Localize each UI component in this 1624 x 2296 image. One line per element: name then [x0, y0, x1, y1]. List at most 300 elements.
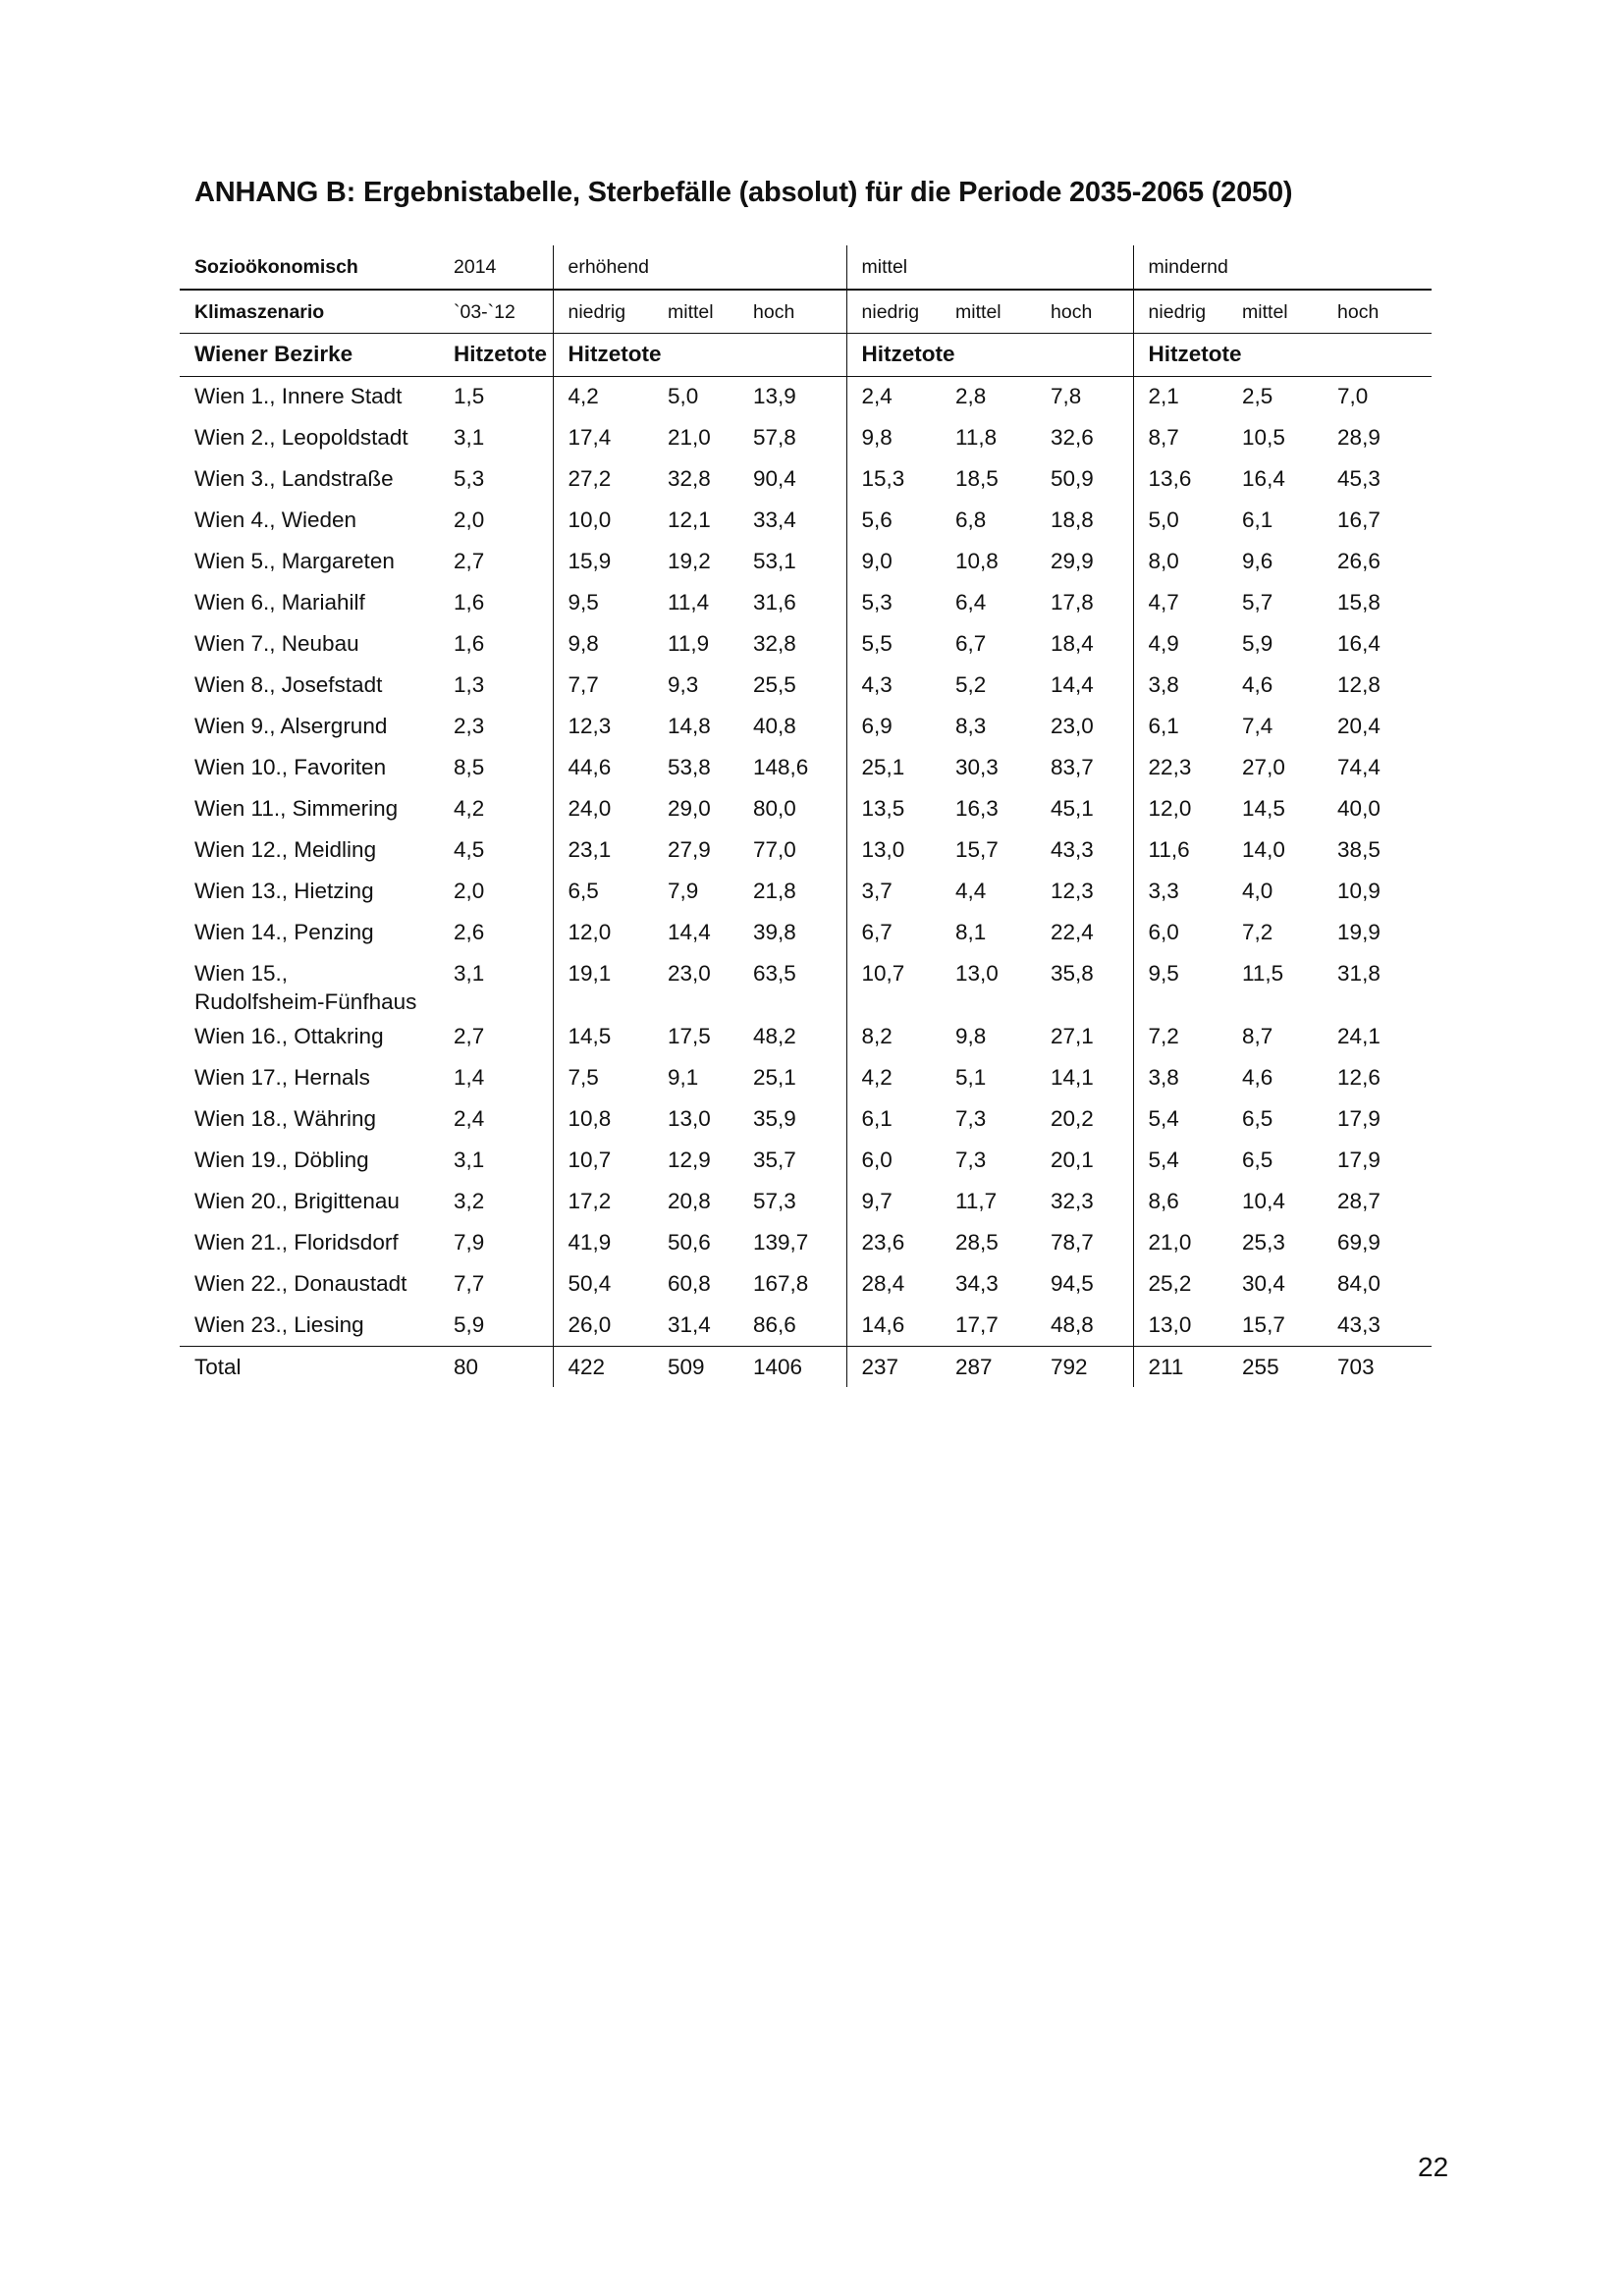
scenario-value: 13,6 [1133, 458, 1227, 500]
scenario-value: 6,4 [955, 590, 987, 614]
scenario-value: 26,6 [1337, 549, 1380, 573]
scenario-value: 25,2 [1133, 1263, 1227, 1305]
metric-base: Hitzetote [439, 333, 553, 376]
scenario-value: 7,3 [955, 1106, 987, 1131]
scenario-value: 792 [1036, 1346, 1133, 1387]
scenario-value: 33,4 [753, 507, 796, 532]
scenario-value: 32,3 [1051, 1189, 1094, 1213]
scenario-value: 139,7 [753, 1230, 809, 1255]
metric-label: Wiener Bezirke [180, 333, 439, 376]
scenario-value: 17,2 [553, 1181, 653, 1222]
scenario-value: 27,9 [668, 837, 711, 862]
district-name: Wien 16., Ottakring [194, 1024, 384, 1048]
scenario-value: 14,8 [668, 714, 711, 738]
scenario-value: 29,0 [668, 796, 711, 821]
scenario-value: 23,0 [668, 961, 711, 986]
baseline-value: 2,0 [454, 879, 485, 903]
scenario-value: 14,0 [1242, 837, 1285, 862]
scenario-value: 35,7 [753, 1148, 796, 1172]
scenario-value: 17,9 [1337, 1148, 1380, 1172]
scenario-value: 3,3 [1133, 871, 1227, 912]
table-row [180, 747, 1432, 788]
scenario-value: 22,4 [1051, 920, 1094, 944]
page-number: 22 [1418, 2152, 1449, 2182]
scenario-value: 7,4 [1242, 714, 1273, 738]
scenario-value: 16,3 [955, 796, 999, 821]
scenario-value: 5,4 [1133, 1140, 1227, 1181]
scenario-value: 19,1 [553, 953, 653, 1016]
scenario-value: 10,0 [553, 500, 653, 541]
scenario-value: 11,9 [668, 631, 710, 656]
scenario-value: 35,9 [753, 1106, 796, 1131]
scenario-value: 9,8 [846, 417, 941, 458]
baseline-value: 2,0 [454, 507, 485, 532]
scenario-value: 7,8 [1051, 383, 1082, 408]
scenario-value: 9,1 [668, 1065, 699, 1090]
scenario-value: 53,1 [753, 549, 796, 573]
table-row [180, 912, 1432, 953]
table-row [180, 376, 1432, 417]
scenario-value: 9,5 [553, 582, 653, 623]
scenario-value: 80,0 [753, 796, 796, 821]
scenario-value: 5,0 [668, 383, 699, 408]
baseline-value: 5,9 [454, 1312, 485, 1337]
climate-base: `03-`12 [439, 290, 553, 333]
scenario-value: 4,6 [1242, 672, 1273, 697]
scenario-value: 8,6 [1133, 1181, 1227, 1222]
district-name: Wien 1., Innere Stadt [194, 383, 403, 408]
scenario-value: 14,4 [1051, 672, 1094, 697]
scenario-value: 15,8 [1337, 590, 1380, 614]
scenario-value: 20,4 [1337, 714, 1380, 738]
district-name: Wien 19., Döbling [194, 1148, 369, 1172]
scenario-value: 25,1 [753, 1065, 796, 1090]
climate-label: Klimaszenario [180, 290, 439, 333]
baseline-value: 5,3 [454, 466, 485, 491]
district-name: Total [180, 1346, 439, 1387]
table-row [180, 871, 1432, 912]
scenario-value: 13,5 [846, 788, 941, 829]
scenario-value: 167,8 [753, 1271, 809, 1296]
scenario-value: 8,1 [955, 920, 987, 944]
scenario-value: 28,4 [846, 1263, 941, 1305]
scenario-value: 18,4 [1051, 631, 1094, 656]
scenario-value: 17,7 [955, 1312, 999, 1337]
socio-group: mindernd [1133, 245, 1432, 290]
scenario-value: 26,0 [553, 1305, 653, 1346]
scenario-value: 27,1 [1051, 1024, 1094, 1048]
scenario-value: 25,3 [1242, 1230, 1285, 1255]
scenario-value: 86,6 [753, 1312, 796, 1337]
scenario-value: 3,8 [1133, 665, 1227, 706]
scenario-value: 6,5 [1242, 1106, 1273, 1131]
total-row [180, 1346, 1432, 1387]
district-name: Wien 18., Währing [194, 1106, 377, 1131]
results-table [180, 245, 1432, 1387]
scenario-value: 703 [1323, 1346, 1432, 1387]
district-name: Wien 5., Margareten [194, 549, 395, 573]
baseline-value: 2,7 [454, 549, 485, 573]
district-name: Wien 3., Landstraße [194, 466, 394, 491]
scenario-value: 38,5 [1337, 837, 1380, 862]
scenario-value: 3,7 [846, 871, 941, 912]
scenario-value: 17,9 [1337, 1106, 1380, 1131]
scenario-value: 20,2 [1051, 1106, 1094, 1131]
scenario-value: 5,6 [846, 500, 941, 541]
scenario-value: 19,9 [1337, 920, 1380, 944]
scenario-value: 12,8 [1337, 672, 1380, 697]
climate-header-row [180, 290, 1432, 333]
baseline-value: 2,3 [454, 714, 485, 738]
scenario-value: 6,0 [1133, 912, 1227, 953]
district-name: Wien 15., Rudolfsheim-Fünfhaus [194, 961, 417, 1014]
scenario-value: 19,2 [668, 549, 711, 573]
scenario-value: 39,8 [753, 920, 796, 944]
scenario-value: 9,8 [553, 623, 653, 665]
scenario-value: 41,9 [553, 1222, 653, 1263]
scenario-value: 13,0 [955, 961, 999, 986]
scenario-value: 9,3 [668, 672, 699, 697]
scenario-value: 18,8 [1051, 507, 1094, 532]
scenario-value: 77,0 [753, 837, 796, 862]
scenario-value: 45,3 [1337, 466, 1380, 491]
scenario-value: 11,4 [668, 590, 710, 614]
scenario-value: 24,0 [553, 788, 653, 829]
district-name: Wien 7., Neubau [194, 631, 359, 656]
scenario-value: 27,2 [553, 458, 653, 500]
scenario-value: 53,8 [668, 755, 711, 779]
scenario-value: 17,5 [668, 1024, 711, 1048]
scenario-value: 12,3 [1051, 879, 1094, 903]
district-name: Wien 12., Meidling [194, 837, 377, 862]
scenario-value: 24,1 [1337, 1024, 1380, 1048]
table-row [180, 788, 1432, 829]
scenario-value: 14,4 [668, 920, 711, 944]
climate-level: hoch [738, 290, 846, 333]
climate-level: mittel [941, 290, 1036, 333]
scenario-value: 13,0 [1133, 1305, 1227, 1346]
scenario-value: 287 [941, 1346, 1036, 1387]
scenario-value: 9,0 [846, 541, 941, 582]
scenario-value: 7,5 [553, 1057, 653, 1098]
scenario-value: 94,5 [1051, 1271, 1094, 1296]
socio-base: 2014 [454, 256, 497, 278]
scenario-value: 8,7 [1242, 1024, 1273, 1048]
scenario-value: 48,2 [753, 1024, 796, 1048]
baseline-value: 1,4 [454, 1065, 485, 1090]
scenario-value: 11,8 [955, 425, 998, 450]
scenario-value: 14,1 [1051, 1065, 1094, 1090]
scenario-value: 6,8 [955, 507, 987, 532]
table-row [180, 1181, 1432, 1222]
scenario-value: 2,5 [1242, 383, 1273, 408]
table-row [180, 1016, 1432, 1057]
district-name: Wien 14., Penzing [194, 920, 374, 944]
table-row [180, 953, 1432, 1016]
scenario-value: 84,0 [1337, 1271, 1380, 1296]
scenario-value: 17,8 [1051, 590, 1094, 614]
scenario-value: 30,4 [1242, 1271, 1285, 1296]
baseline-value: 2,6 [454, 920, 485, 944]
table-row [180, 417, 1432, 458]
district-name: Wien 2., Leopoldstadt [194, 425, 408, 450]
district-name: Wien 4., Wieden [194, 507, 357, 532]
scenario-value: 10,4 [1242, 1189, 1285, 1213]
scenario-value: 57,8 [753, 425, 796, 450]
scenario-value: 40,0 [1337, 796, 1380, 821]
table-row [180, 582, 1432, 623]
scenario-value: 5,4 [1133, 1098, 1227, 1140]
scenario-value: 7,2 [1133, 1016, 1227, 1057]
scenario-value: 31,6 [753, 590, 796, 614]
scenario-value: 12,9 [668, 1148, 711, 1172]
scenario-value: 7,0 [1337, 383, 1369, 408]
scenario-value: 16,4 [1337, 631, 1380, 656]
scenario-value: 10,9 [1337, 879, 1380, 903]
socio-group: mittel [846, 245, 1133, 290]
scenario-value: 6,7 [846, 912, 941, 953]
scenario-value: 32,8 [668, 466, 711, 491]
scenario-value: 23,6 [846, 1222, 941, 1263]
scenario-value: 23,1 [553, 829, 653, 871]
scenario-value: 237 [846, 1346, 941, 1387]
scenario-value: 9,5 [1133, 953, 1227, 1016]
scenario-value: 4,4 [955, 879, 987, 903]
climate-level: niedrig [1133, 290, 1227, 333]
district-name: Wien 20., Brigittenau [194, 1189, 400, 1213]
scenario-value: 10,8 [955, 549, 999, 573]
scenario-value: 14,6 [846, 1305, 941, 1346]
district-name: Wien 8., Josefstadt [194, 672, 383, 697]
scenario-value: 10,8 [553, 1098, 653, 1140]
metric-group: Hitzetote [1133, 333, 1432, 376]
scenario-value: 12,0 [553, 912, 653, 953]
scenario-value: 5,7 [1242, 590, 1273, 614]
scenario-value: 10,7 [846, 953, 941, 1016]
district-name: Wien 6., Mariahilf [194, 590, 365, 614]
district-name: Wien 17., Hernals [194, 1065, 370, 1090]
scenario-value: 57,3 [753, 1189, 796, 1213]
scenario-value: 9,6 [1242, 549, 1273, 573]
scenario-value: 148,6 [753, 755, 809, 779]
scenario-value: 13,0 [846, 829, 941, 871]
scenario-value: 14,5 [1242, 796, 1285, 821]
climate-level: mittel [653, 290, 738, 333]
climate-level: hoch [1323, 290, 1432, 333]
scenario-value: 9,8 [955, 1024, 987, 1048]
metric-group: Hitzetote [846, 333, 1133, 376]
scenario-value: 32,6 [1051, 425, 1094, 450]
socio-label: Sozioökonomisch [194, 256, 358, 278]
scenario-value: 31,8 [1337, 961, 1380, 986]
scenario-value: 6,1 [1242, 507, 1273, 532]
scenario-value: 15,9 [553, 541, 653, 582]
table-row [180, 1057, 1432, 1098]
scenario-value: 10,5 [1242, 425, 1285, 450]
scenario-value: 29,9 [1051, 549, 1094, 573]
district-name: Wien 13., Hietzing [194, 879, 374, 903]
metric-header-row [180, 333, 1432, 376]
scenario-value: 6,1 [846, 1098, 941, 1140]
table-row [180, 1305, 1432, 1346]
scenario-value: 1406 [738, 1346, 846, 1387]
scenario-value: 60,8 [668, 1271, 711, 1296]
baseline-value: 3,1 [454, 425, 485, 450]
scenario-value: 10,7 [553, 1140, 653, 1181]
scenario-value: 422 [553, 1346, 653, 1387]
scenario-value: 12,1 [668, 507, 711, 532]
scenario-value: 11,6 [1133, 829, 1227, 871]
climate-level: hoch [1036, 290, 1133, 333]
district-name: Wien 23., Liesing [194, 1312, 364, 1337]
scenario-value: 15,3 [846, 458, 941, 500]
scenario-value: 255 [1227, 1346, 1323, 1387]
table-row [180, 1222, 1432, 1263]
scenario-value: 83,7 [1051, 755, 1094, 779]
scenario-value: 34,3 [955, 1271, 999, 1296]
baseline-value: 7,7 [454, 1271, 485, 1296]
scenario-value: 32,8 [753, 631, 796, 656]
scenario-value: 6,5 [553, 871, 653, 912]
table-row [180, 1098, 1432, 1140]
scenario-value: 50,6 [668, 1230, 711, 1255]
scenario-value: 22,3 [1133, 747, 1227, 788]
baseline-value: 1,6 [454, 631, 485, 656]
scenario-value: 4,0 [1242, 879, 1273, 903]
district-name: Wien 11., Simmering [194, 796, 399, 821]
scenario-value: 50,4 [553, 1263, 653, 1305]
scenario-value: 28,9 [1337, 425, 1380, 450]
scenario-value: 21,8 [753, 879, 796, 903]
scenario-value: 74,4 [1337, 755, 1380, 779]
baseline-value: 4,2 [454, 796, 485, 821]
scenario-value: 8,3 [955, 714, 987, 738]
scenario-value: 2,4 [846, 376, 941, 417]
scenario-value: 13,0 [668, 1106, 711, 1131]
scenario-value: 5,3 [846, 582, 941, 623]
baseline-value: 1,3 [454, 672, 485, 697]
scenario-value: 45,1 [1051, 796, 1094, 821]
scenario-value: 4,6 [1242, 1065, 1273, 1090]
scenario-value: 44,6 [553, 747, 653, 788]
scenario-value: 9,7 [846, 1181, 941, 1222]
scenario-value: 7,7 [553, 665, 653, 706]
scenario-value: 17,4 [553, 417, 653, 458]
metric-group: Hitzetote [553, 333, 846, 376]
scenario-value: 5,9 [1242, 631, 1273, 656]
scenario-value: 211 [1133, 1346, 1227, 1387]
scenario-value: 50,9 [1051, 466, 1094, 491]
climate-level: mittel [1227, 290, 1323, 333]
scenario-value: 43,3 [1337, 1312, 1380, 1337]
scenario-value: 8,2 [846, 1016, 941, 1057]
scenario-value: 31,4 [668, 1312, 711, 1337]
scenario-value: 15,7 [955, 837, 999, 862]
table-row [180, 1263, 1432, 1305]
baseline-value: 1,5 [454, 383, 485, 408]
scenario-value: 4,3 [846, 665, 941, 706]
scenario-value: 8,7 [1133, 417, 1227, 458]
scenario-value: 12,0 [1133, 788, 1227, 829]
climate-level: niedrig [553, 290, 653, 333]
scenario-value: 16,7 [1337, 507, 1380, 532]
scenario-value: 40,8 [753, 714, 796, 738]
baseline-value: 3,2 [454, 1189, 485, 1213]
table-row [180, 829, 1432, 871]
table-row [180, 706, 1432, 747]
table-row [180, 458, 1432, 500]
socio-header-row [180, 245, 1432, 290]
scenario-value: 25,1 [846, 747, 941, 788]
scenario-value: 11,7 [955, 1189, 998, 1213]
scenario-value: 25,5 [753, 672, 796, 697]
scenario-value: 6,5 [1242, 1148, 1273, 1172]
baseline-value: 2,7 [454, 1024, 485, 1048]
table-row [180, 623, 1432, 665]
scenario-value: 4,2 [553, 376, 653, 417]
scenario-value: 2,1 [1133, 376, 1227, 417]
scenario-value: 20,1 [1051, 1148, 1094, 1172]
scenario-value: 7,9 [668, 879, 699, 903]
district-name: Wien 10., Favoriten [194, 755, 387, 779]
scenario-value: 14,5 [553, 1016, 653, 1057]
scenario-value: 90,4 [753, 466, 796, 491]
scenario-value: 23,0 [1051, 714, 1094, 738]
scenario-value: 28,5 [955, 1230, 999, 1255]
scenario-value: 12,6 [1337, 1065, 1380, 1090]
baseline-value: 3,1 [454, 1148, 485, 1172]
scenario-value: 69,9 [1337, 1230, 1380, 1255]
scenario-value: 28,7 [1337, 1189, 1380, 1213]
scenario-value: 12,3 [553, 706, 653, 747]
scenario-value: 15,7 [1242, 1312, 1285, 1337]
scenario-value: 3,8 [1133, 1057, 1227, 1098]
climate-level: niedrig [846, 290, 941, 333]
scenario-value: 13,9 [753, 383, 796, 408]
scenario-value: 27,0 [1242, 755, 1285, 779]
district-name: Wien 22., Donaustadt [194, 1271, 407, 1296]
scenario-value: 21,0 [668, 425, 711, 450]
scenario-value: 43,3 [1051, 837, 1094, 862]
scenario-value: 2,8 [955, 383, 987, 408]
baseline-value: 7,9 [454, 1230, 485, 1255]
scenario-value: 63,5 [753, 961, 796, 986]
scenario-value: 5,0 [1133, 500, 1227, 541]
socio-group: erhöhend [553, 245, 846, 290]
scenario-value: 5,2 [955, 672, 987, 697]
scenario-value: 48,8 [1051, 1312, 1094, 1337]
baseline-value: 2,4 [454, 1106, 485, 1131]
scenario-value: 20,8 [668, 1189, 711, 1213]
district-name: Wien 21., Floridsdorf [194, 1230, 399, 1255]
scenario-value: 4,9 [1133, 623, 1227, 665]
scenario-value: 78,7 [1051, 1230, 1094, 1255]
scenario-value: 4,7 [1133, 582, 1227, 623]
scenario-value: 21,0 [1133, 1222, 1227, 1263]
baseline-value: 80 [439, 1346, 553, 1387]
scenario-value: 7,3 [955, 1148, 987, 1172]
page-title: ANHANG B: Ergebnistabelle, Sterbefälle (absolut) für die Periode 2035-2065 (2050) [194, 177, 1293, 208]
table-row [180, 665, 1432, 706]
scenario-value: 6,9 [846, 706, 941, 747]
scenario-value: 30,3 [955, 755, 999, 779]
scenario-value: 6,1 [1133, 706, 1227, 747]
table-row [180, 541, 1432, 582]
scenario-value: 18,5 [955, 466, 999, 491]
table-row [180, 1140, 1432, 1181]
scenario-value: 16,4 [1242, 466, 1285, 491]
scenario-value: 11,5 [1242, 961, 1284, 986]
